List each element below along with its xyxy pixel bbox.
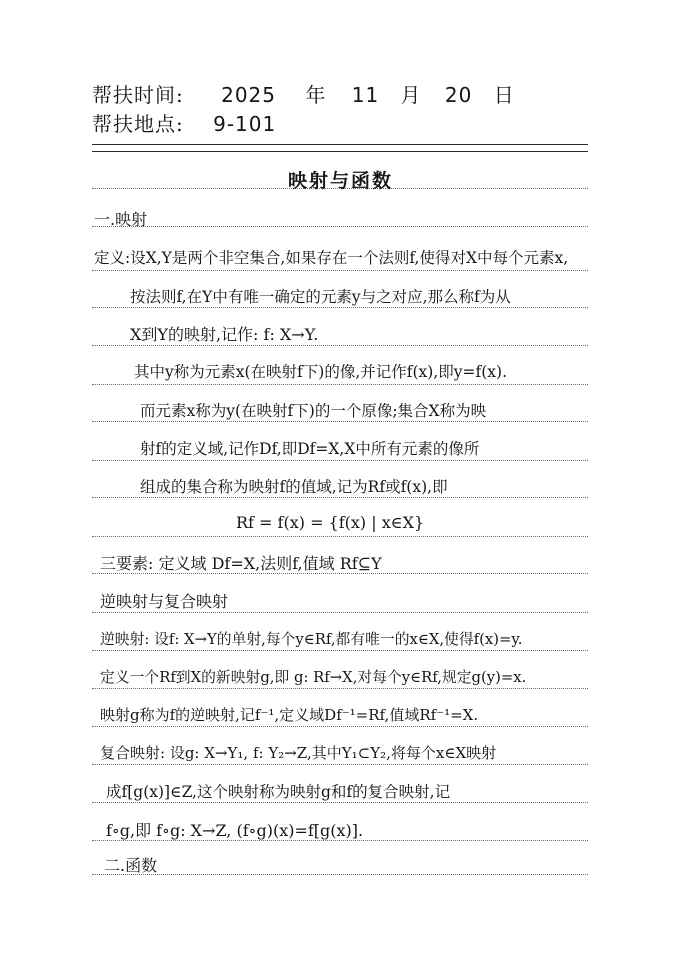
inverse-line: 定义一个Rf到X的新映射g,即 g: Rf→X,对每个y∈Rf,规定g(y)=x. [100, 669, 527, 686]
place-value: 9-101 [213, 112, 277, 136]
section-heading-mapping: 一.映射 [94, 210, 148, 229]
image-line: 其中y称为元素x(在映射f下)的像,并记作f(x),即y=f(x). [134, 363, 508, 381]
ruled-line [92, 802, 588, 803]
ruled-line [92, 764, 588, 765]
definition-line: 定义:设X,Y是两个非空集合,如果存在一个法则f,使得对X中每个元素x, [94, 249, 569, 267]
ruled-line [92, 307, 588, 308]
ruled-line [92, 226, 588, 227]
page-title: 映射与函数 [288, 170, 394, 192]
definition-line: 按法则f,在Y中有唯一确定的元素y与之对应,那么称f为从 [130, 288, 511, 306]
ruled-line [92, 726, 588, 727]
ruled-line [92, 497, 588, 498]
help-place-label: 帮扶地点: [92, 112, 184, 136]
month-value: 11 [351, 83, 380, 107]
ruled-line [92, 650, 588, 651]
ruled-line [92, 460, 588, 461]
range-line: 组成的集合称为映射f的值域,记为Rf或f(x),即 [140, 478, 448, 496]
header-rule-top [92, 144, 588, 145]
section-heading-inverse-composite: 逆映射与复合映射 [100, 592, 229, 611]
ruled-line [92, 612, 588, 613]
three-elements-line: 三要素: 定义域 Df=X,法则f,值域 Rf⊆Y [100, 554, 382, 573]
year-value: 2025 [221, 83, 277, 107]
header-rule-bottom [92, 151, 588, 152]
inverse-line: 逆映射: 设f: X→Y的单射,每个y∈Rf,都有唯一的x∈X,使得f(x)=y. [100, 631, 523, 648]
ruled-line [92, 874, 588, 875]
help-time-label: 帮扶时间: [92, 83, 184, 107]
help-place-row [92, 108, 276, 137]
definition-line: X到Y的映射,记作: f: X→Y. [130, 325, 319, 344]
inverse-line: 映射g称为f的逆映射,记f⁻¹,定义域Df⁻¹=Rf,值域Rf⁻¹=X. [100, 706, 479, 724]
range-formula: Rf = f(x) = {f(x) | x∈X} [236, 513, 425, 532]
ruled-line [92, 421, 588, 422]
day-unit: 日 [493, 83, 515, 107]
composite-line: 复合映射: 设g: X→Y₁, f: Y₂→Z,其中Y₁⊂Y₂,将每个x∈X映射 [100, 744, 497, 762]
ruled-line [92, 688, 588, 689]
ruled-line [92, 345, 588, 346]
composite-line: f∘g,即 f∘g: X→Z, (f∘g)(x)=f[g(x)]. [106, 821, 364, 840]
ruled-line [92, 270, 588, 271]
month-unit: 月 [400, 83, 422, 107]
ruled-line [92, 536, 588, 537]
ruled-line [92, 384, 588, 385]
domain-line: 射f的定义域,记作Df,即Df=X,X中所有元素的像所 [140, 440, 480, 458]
help-time-row [92, 79, 515, 108]
day-value: 20 [444, 83, 473, 107]
section-heading-function: 二.函数 [104, 856, 158, 875]
preimage-line: 而元素x称为y(在映射f下)的一个原像;集合X称为映 [140, 402, 487, 420]
year-unit: 年 [305, 83, 327, 107]
composite-line: 成f[g(x)]∈Z,这个映射称为映射g和f的复合映射,记 [106, 783, 451, 801]
